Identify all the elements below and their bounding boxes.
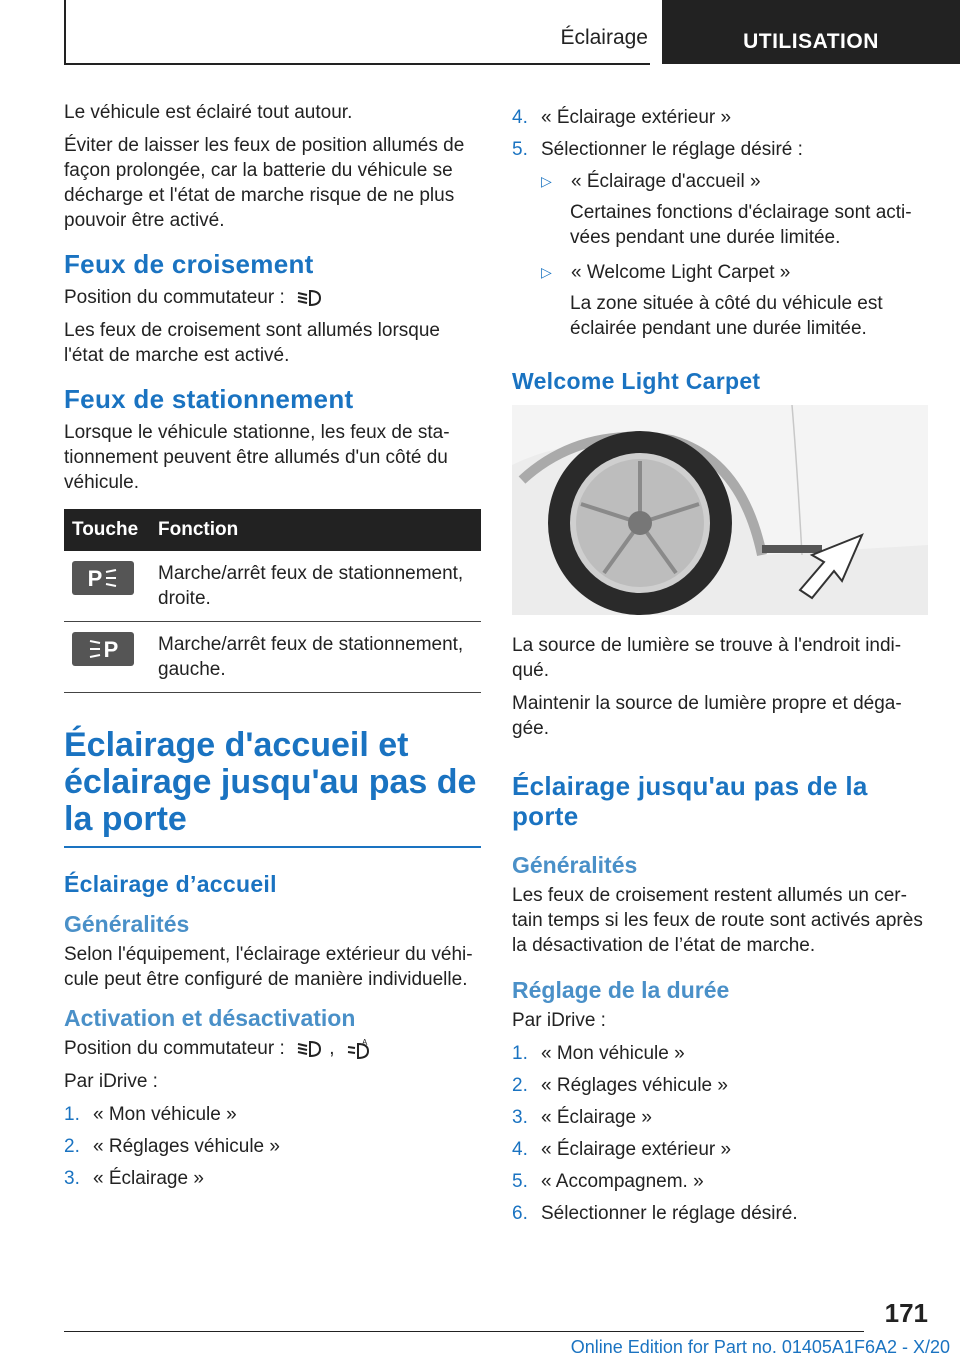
triangle-bullet-icon: ▷ bbox=[541, 173, 552, 189]
bullet-item: ▷ « Éclairage d'accueil » bbox=[541, 171, 761, 192]
heading-welcome-and-door-lights: Éclairage d'accueil et éclairage jusqu'au pas de la porte bbox=[64, 727, 481, 848]
footer-rule bbox=[64, 1331, 864, 1332]
switch-position-line bbox=[64, 285, 481, 310]
steps-list bbox=[512, 1041, 928, 1226]
parking-left-key-icon: P bbox=[72, 632, 134, 666]
idrive-label: Par iDrive : bbox=[512, 1010, 606, 1031]
parking-right-key-icon: P bbox=[72, 561, 134, 595]
bullet-item: ▷ « Welcome Light Carpet » bbox=[541, 262, 791, 283]
page-number: 171 bbox=[884, 1298, 928, 1328]
list-item: 2. « Réglages véhicule » bbox=[512, 1075, 728, 1096]
automatic-headlight-icon bbox=[340, 1038, 374, 1060]
paragraph: Selon l'équipement, l'éclairage extérieur du véhicule peut être configuré de manière individuelle. bbox=[64, 944, 473, 990]
table-row bbox=[64, 551, 481, 622]
table-row bbox=[64, 622, 481, 693]
heading-welcome-light-carpet: Welcome Light Carpet bbox=[512, 368, 761, 394]
table-cell-function: Marche/arrêt feux de stationnement, droite. bbox=[150, 551, 481, 622]
header-chapter-tab: UTILISATION bbox=[662, 0, 960, 64]
paragraph: Maintenir la source de lumière propre et dégagée. bbox=[512, 693, 902, 739]
list-item: 5. « Accompagnem. » bbox=[512, 1171, 704, 1192]
idrive-label: Par iDrive : bbox=[64, 1071, 158, 1092]
paragraph: Éviter de laisser les feux de position allumés de façon prolongée, car la batterie du véhicule se décharge et l'état de marche risque de ne plus pouvoir être activé. bbox=[64, 135, 465, 231]
list-item: 2. « Réglages véhicule » bbox=[64, 1136, 280, 1157]
list-item: 1. « Mon véhicule » bbox=[64, 1104, 237, 1125]
table-header-function: Fonction bbox=[150, 509, 481, 551]
table-cell-function: Marche/arrêt feux de stationnement, gauche. bbox=[150, 622, 481, 693]
list-item: 1. « Mon véhicule » bbox=[512, 1043, 685, 1064]
heading-welcome-lights: Éclairage d’accueil bbox=[64, 871, 277, 897]
paragraph: Lorsque le véhicule stationne, les feux de stationnement peuvent être allumés d'un côté du véhicule. bbox=[64, 422, 450, 493]
bullet-description: Certaines fonctions d'éclairage sont activées pendant une durée limitée. bbox=[570, 202, 912, 248]
bullet-description: La zone située à côté du véhicule est éclairée pendant une durée limitée. bbox=[570, 293, 883, 339]
low-beam-icon bbox=[290, 287, 324, 309]
heading-activation: Activation et désactivation bbox=[64, 1005, 356, 1031]
right-column bbox=[512, 100, 928, 1233]
table-header-key: Touche bbox=[64, 509, 150, 551]
heading-duration: Réglage de la durée bbox=[512, 977, 730, 1003]
switch-position-line bbox=[64, 1036, 481, 1061]
header-rule-left bbox=[64, 0, 66, 64]
header-rule-bottom bbox=[64, 63, 650, 65]
svg-text:A: A bbox=[361, 1037, 368, 1047]
steps-list bbox=[512, 105, 928, 162]
list-item: 6. Sélectionner le réglage désiré. bbox=[512, 1203, 798, 1224]
car-wheel-photo bbox=[512, 405, 928, 615]
list-item: 4. « Éclairage extérieur » bbox=[512, 107, 732, 128]
paragraph: La source de lumière se trouve à l'endroit indiqué. bbox=[512, 635, 902, 681]
heading-door-lights: Éclairage jusqu'au pas de la porte bbox=[512, 771, 868, 831]
heading-low-beam: Feux de croisement bbox=[64, 249, 314, 279]
switch-label: Position du commutateur : bbox=[64, 1038, 285, 1059]
list-item: 4. « Éclairage extérieur » bbox=[512, 1139, 732, 1160]
heading-general: Généralités bbox=[64, 911, 190, 937]
comma-separator: , bbox=[329, 1038, 335, 1059]
heading-general: Généralités bbox=[512, 852, 638, 878]
key-function-table bbox=[64, 509, 481, 693]
switch-label: Position du commutateur : bbox=[64, 287, 285, 308]
list-item: 3. « Éclairage » bbox=[64, 1168, 204, 1189]
footer-edition: Online Edition for Part no. 01405A1F6A2 - X/20 bbox=[570, 1337, 950, 1357]
triangle-bullet-icon: ▷ bbox=[541, 264, 552, 280]
steps-list bbox=[64, 1102, 481, 1191]
header-section-title: Éclairage bbox=[560, 26, 648, 49]
paragraph: Les feux de croisement restent allumés un certain temps si les feux de route sont activés après la désactivation de l’état de marche. bbox=[512, 885, 923, 956]
paragraph: Le véhicule est éclairé tout autour. bbox=[64, 102, 353, 123]
list-item: 3. « Éclairage » bbox=[512, 1107, 652, 1128]
left-column bbox=[64, 100, 481, 1198]
list-item: 5. Sélectionner le réglage désiré : bbox=[512, 139, 803, 160]
heading-parking-lights: Feux de stationnement bbox=[64, 384, 354, 414]
paragraph: Les feux de croisement sont allumés lorsque l'état de marche est activé. bbox=[64, 320, 440, 366]
low-beam-icon bbox=[290, 1038, 324, 1060]
